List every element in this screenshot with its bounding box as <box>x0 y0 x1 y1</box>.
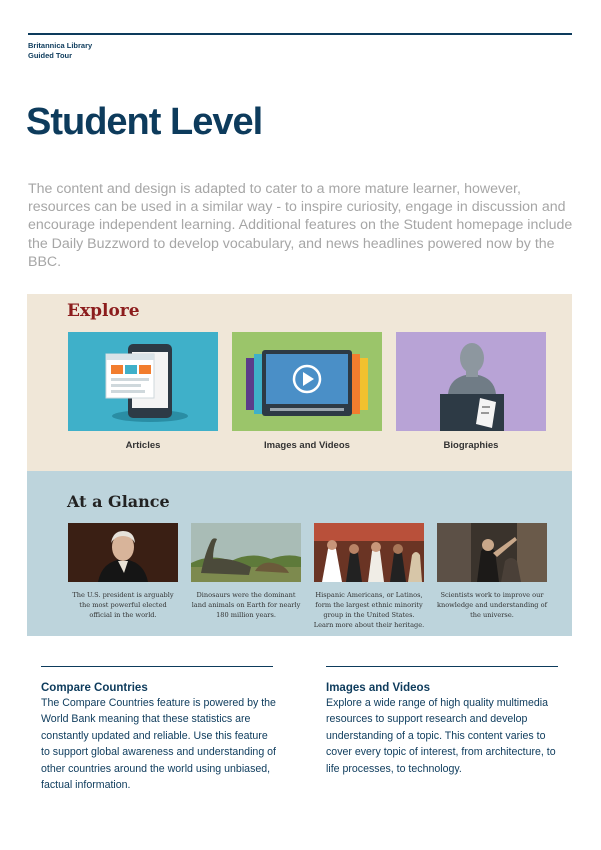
caption-scientists: Scientists work to improve our knowledge and understanding of the universe. <box>436 591 548 619</box>
glance-photo-president[interactable] <box>68 523 178 582</box>
portrait-image <box>68 523 178 582</box>
explore-panel <box>27 294 572 471</box>
biographies-tile[interactable] <box>396 332 546 431</box>
page-title: Student Level <box>26 101 263 143</box>
caption-latinos: Hispanic Americans, or Latinos, form the largest ethnic minority group in the United States. Learn more about their heritage. <box>313 591 425 629</box>
images-videos-tile[interactable] <box>232 332 382 431</box>
dinosaur-image <box>191 523 301 582</box>
tablet-article-icon <box>68 332 218 431</box>
explore-title: Explore <box>67 301 140 321</box>
intro-paragraph: The content and design is adapted to cater to a more mature learner, however, resources can be used in a similar way - to inspire curiosity, engage in discussion and encourage independent learning. Additional features on the Student homepage include the Daily Buzzword to develop vocabulary, and news headlines powered now by the BBC. <box>28 181 573 270</box>
caption-dinosaurs: Dinosaurs were the dominant land animals on Earth for nearly 180 million years. <box>191 591 301 619</box>
images-videos-label[interactable]: Images and Videos <box>264 440 350 451</box>
biographies-label[interactable]: Biographies <box>443 440 499 451</box>
column-rule-right <box>326 666 558 667</box>
brand-line-2: Guided Tour <box>28 51 73 60</box>
glance-photo-dinosaurs[interactable] <box>191 523 301 582</box>
compare-countries-body: The Compare Countries feature is powered by the World Bank meaning that these statistics are constantly updated and reliable. Use this feature to support global awareness and understanding of other countries around the world using unbiased, factual information. <box>41 697 276 792</box>
video-player-icon <box>232 332 382 431</box>
glance-photo-scientists[interactable] <box>437 523 547 582</box>
header-rule <box>28 33 572 35</box>
caption-president: The U.S. president is arguably the most powerful elected official in the world. <box>72 591 174 619</box>
at-a-glance-panel <box>27 471 572 636</box>
compare-countries-heading: Compare Countries <box>41 682 148 694</box>
images-videos-body: Explore a wide range of high quality multimedia resources to support research and develop understanding of a topic. This content varies to cover every topic of interest, from architecture, to life processes, to technology. <box>326 697 556 775</box>
scientist-image <box>437 523 547 582</box>
bust-statue-icon <box>396 332 546 431</box>
brand <box>28 41 92 61</box>
glance-photo-latinos[interactable] <box>314 523 424 582</box>
glance-title: At a Glance <box>67 492 170 511</box>
celebration-image <box>314 523 424 582</box>
brand-line-1: Britannica Library <box>28 41 93 50</box>
images-videos-heading: Images and Videos <box>326 682 430 694</box>
column-rule-left <box>41 666 273 667</box>
articles-tile[interactable] <box>68 332 218 431</box>
articles-label[interactable]: Articles <box>125 440 161 451</box>
